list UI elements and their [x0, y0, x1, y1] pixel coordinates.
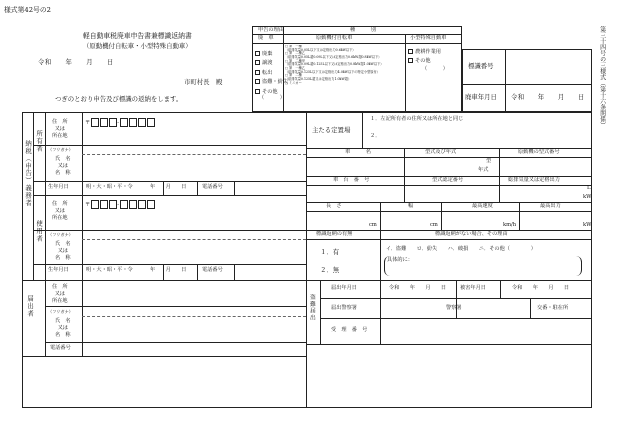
owner-era[interactable]: 明・大・昭・平・令: [86, 184, 133, 190]
mayor-address: 市町村長 殿: [184, 78, 223, 86]
moped-class[interactable]: □ 第 一種乙 （総排気量0.125L以下又は定格出力4.0kW以下の特定小型原付）: [285, 66, 380, 74]
moped-class[interactable]: □ 第 一種 （総排気量0.05L以下又は定格出力0.6kW以下）: [285, 45, 356, 52]
chassis-label: 車 台 番 号: [333, 177, 370, 183]
theft-side-label: 盗難届出: [308, 294, 315, 322]
koban-label[interactable]: 交番・駐在所: [537, 305, 569, 311]
checkbox[interactable]: [255, 89, 260, 94]
year-unit: 年式: [478, 167, 489, 173]
reporter-phone-label: 電話番号: [50, 345, 71, 351]
receipt-number-label: 受 理 番 号: [331, 327, 368, 333]
special-vehicle-header: 小型特殊自動車: [410, 35, 447, 41]
user-postal[interactable]: 〒 -: [85, 200, 155, 209]
special-vehicle-list: [408, 49, 448, 72]
owner-birth-ymd[interactable]: 年 月 日: [150, 184, 187, 190]
type-header: 種 別: [350, 27, 376, 33]
displacement-label: 総排気量又は定格出力: [508, 177, 560, 183]
plate-number-label: 標識番号: [468, 62, 494, 70]
detail-bracket[interactable]: [384, 256, 582, 276]
special-option[interactable]: 農耕作業用: [408, 49, 441, 55]
theft-date-label: 被害年月日: [460, 285, 486, 291]
form-title: 軽自動車税廃車申告書兼標識返納書: [83, 32, 192, 40]
user-address-label: 住 所 又は 所在地: [52, 201, 68, 222]
owner-address-label: 住 所 又は 所在地: [52, 119, 68, 140]
user-phone-label: 電話番号: [202, 267, 223, 273]
maker-label: 車 名: [345, 149, 371, 155]
police-label: 届出警察署: [331, 305, 357, 311]
return-option-yes[interactable]: １．有: [320, 248, 340, 256]
moped-class[interactable]: □ 第 二種甲 （総排気量0.09L超0.125L以下又は定格出力0.8kW超1.0kW以下）: [285, 58, 384, 67]
plate-box: [462, 49, 592, 112]
owner-furigana-label: （フリガナ）: [48, 147, 73, 152]
checkbox[interactable]: [255, 51, 260, 56]
user-era[interactable]: 明・大・昭・平・令: [86, 267, 133, 273]
haisha-header: 廃 車: [258, 35, 274, 41]
form-number: 様式第42号の2: [4, 6, 51, 14]
side-form-note: 第三十四号の三様式（第十六条関係）: [598, 26, 606, 128]
return-option-no[interactable]: ２．無: [320, 266, 340, 274]
form-subtitle: （原動機付自転車・小型特殊自動車）: [83, 42, 192, 50]
special-option[interactable]: その他: [408, 58, 441, 64]
owner-postal[interactable]: 〒 -: [85, 118, 155, 127]
reason-option[interactable]: 廃棄: [255, 51, 288, 57]
owner-label: 所有者: [35, 130, 44, 153]
user-label: 使用者: [35, 220, 44, 243]
report-date-label: 届出年月日: [331, 285, 357, 291]
reason-option[interactable]: 転出: [255, 70, 288, 76]
user-birth-ymd[interactable]: 年 月 日: [150, 267, 187, 273]
user-furigana-label: （フリガナ）: [48, 232, 73, 237]
reason-option[interactable]: 譲渡: [255, 60, 288, 66]
model-unit: 型: [486, 158, 492, 164]
moped-class[interactable]: □ 第 二種 （総排気量0.125L超又は定格出力1.0kW超）: [285, 73, 352, 82]
reason-list: [255, 51, 288, 102]
unit-cm-width: cm: [430, 222, 438, 228]
police-station[interactable]: 警察署: [446, 305, 462, 311]
theft-date-value[interactable]: 令和 年 月 日: [512, 285, 570, 291]
unit-kw-top: kW: [583, 194, 592, 200]
max-power-label: 最高出力: [540, 203, 561, 209]
reporter-address-label: 住 所 又は 所在地: [52, 284, 68, 305]
owner-birth-label: 生年月日: [48, 184, 69, 190]
checkbox[interactable]: [255, 79, 260, 84]
report-date-value[interactable]: 令和 年 月 日: [389, 285, 447, 291]
moped-class[interactable]: □ 第 二種乙 （総排気量0.05L超0.09L以下又は定格出力0.6kW超0.8kW以下）: [285, 51, 382, 60]
moped-class-list: [285, 45, 404, 85]
user-name-label: 氏 名 又は 名 称: [55, 241, 71, 262]
checkbox[interactable]: [255, 60, 260, 65]
return-date-value[interactable]: 令和 年 月 日: [511, 93, 585, 101]
reporter-side-label: 届出者: [26, 295, 35, 318]
model-year-label: 型式及び年式: [425, 149, 457, 155]
user-birth-label: 生年月日: [48, 267, 69, 273]
engine-model-label: 原動機の型式番号: [518, 149, 560, 155]
checkbox[interactable]: [408, 49, 413, 54]
return-date-label: 廃車年月日: [465, 93, 497, 101]
reason-other-paren: （ ）: [259, 95, 285, 102]
moped-header: 原動機付自転車: [316, 35, 353, 41]
unit-kw: kW: [583, 222, 592, 228]
reason-option[interactable]: その他: [255, 89, 288, 95]
reporter-name-label: 氏 名 又は 名 称: [55, 318, 71, 339]
top-speed-label: 最高速度: [472, 203, 493, 209]
main-place-option-2[interactable]: ２．: [370, 133, 381, 139]
checkbox[interactable]: [255, 70, 260, 75]
no-return-reasons[interactable]: イ．盗難 ロ．紛失 ハ．破損 ニ．その他（ ）: [386, 246, 536, 252]
unit-liter: L: [587, 185, 591, 191]
reason-header: 申告の理由: [258, 27, 284, 33]
no-return-reason-label: 標識返納がない場合、その理由: [435, 231, 508, 237]
length-label: 長 さ: [326, 203, 342, 209]
main-place-label: 主たる定置場: [312, 126, 351, 134]
cert-number-label: 型式認定番号: [432, 177, 464, 183]
owner-name-label: 氏 名 又は 名 称: [55, 156, 71, 177]
owner-phone-label: 電話番号: [202, 184, 223, 190]
width-label: 幅: [408, 203, 414, 209]
request-text: つぎのとおり申告及び標識の返納をします。: [55, 95, 183, 103]
unit-cm-length: cm: [369, 222, 377, 228]
reporter-furigana-label: （フリガナ）: [48, 309, 73, 314]
moped-class[interactable]: □ ミニカー: [285, 80, 302, 85]
detail-label: 具体的に：: [387, 257, 413, 263]
return-flag-label: 標識返納の有無: [316, 231, 353, 237]
unit-kmh: km/h: [503, 222, 517, 228]
special-other-paren: （ ）: [422, 65, 448, 72]
taxpayer-side-label: 納税（申告）義務者: [24, 140, 33, 207]
main-place-option-1[interactable]: １．左記所有者の住所又は所在地と同じ: [370, 116, 464, 122]
reason-option[interactable]: 盗難・紛失: [255, 79, 288, 85]
checkbox[interactable]: [408, 58, 413, 63]
submission-date: 令和 年 月 日: [38, 58, 114, 66]
